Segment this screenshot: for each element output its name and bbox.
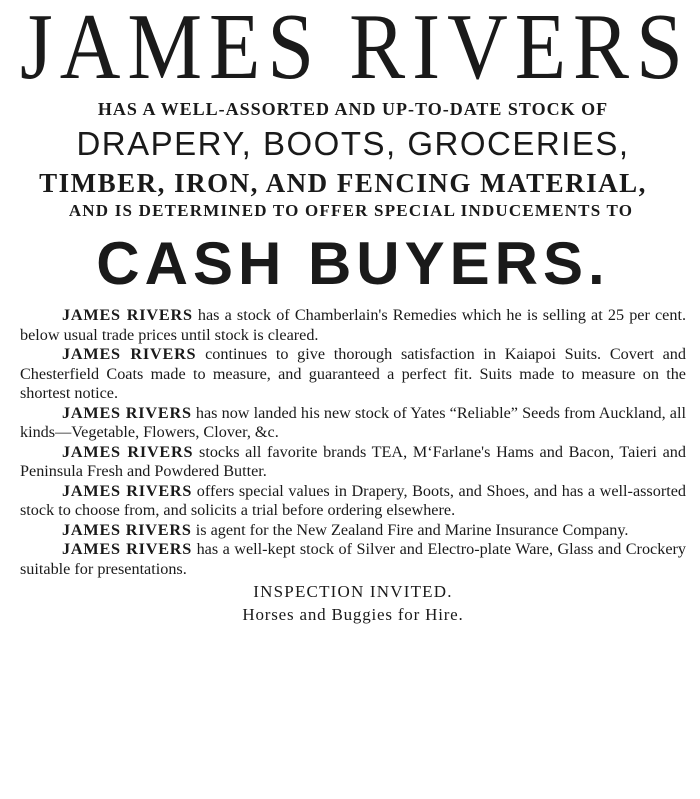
paragraph-lead: JAMES RIVERS — [62, 442, 194, 461]
stock-line: HAS A WELL-ASSORTED AND UP-TO-DATE STOCK OF — [97, 99, 609, 119]
drapery-line: DRAPERY, BOOTS, GROCERIES, — [76, 125, 630, 162]
inspection-invited: INSPECTION INVITED. — [253, 582, 453, 601]
paragraph-lead: JAMES RIVERS — [62, 520, 192, 539]
determined-line: AND IS DETERMINED TO OFFER SPECIAL INDUCEMENTS TO — [68, 201, 634, 220]
paragraph-seeds — [20, 404, 686, 443]
paragraph-text: has a well-kept stock of Silver and Electro-plate Ware, Glass and Crockery suitable for presentations. — [20, 540, 686, 578]
paragraph-lead: JAMES RIVERS — [62, 306, 193, 324]
horses-for-hire: Horses and Buggies for Hire. — [242, 605, 464, 624]
paragraph-silver — [20, 540, 686, 579]
headline-name: JAMES RIVERS — [20, 0, 690, 100]
paragraph-drapery-values — [20, 482, 686, 521]
paragraph-lead: JAMES RIVERS — [62, 403, 192, 422]
timber-line: TIMBER, IRON, AND FENCING MATERIAL, — [39, 168, 647, 198]
paragraph-tea — [20, 443, 686, 482]
paragraph-suits — [20, 345, 686, 404]
paragraph-lead: JAMES RIVERS — [62, 345, 197, 363]
paragraph-text: is agent for the New Zealand Fire and Marine Insurance Company. — [191, 520, 629, 539]
cash-buyers-heading: CASH BUYERS. — [96, 230, 610, 297]
paragraph-text: continues to give thorough satisfaction in Kaiapoi Suits. Covert and Chesterfield Coats made to measure, and guaranteed a perfect fit. Suits made to measure on the shortest notice. — [20, 345, 686, 402]
paragraph-text: stocks all favorite brands TEA, M‘Farlane's Hams and Bacon, Taieri and Peninsula Fresh and Powdered Butter. — [20, 442, 686, 480]
paragraph-text: has now landed his new stock of Yates “Reliable” Seeds from Auckland, all kinds—Vegetable, Flowers, Clover, &c. — [20, 403, 686, 441]
paragraph-insurance — [20, 521, 686, 541]
paragraph-text: has a stock of Chamberlain's Remedies which he is selling at 25 per cent. below usual trade prices until stock is cleared. — [20, 306, 686, 344]
paragraph-remedies — [20, 306, 686, 345]
paragraph-text: offers special values in Drapery, Boots, and Shoes, and has a well-assorted stock to choose from, and solicits a trial before ordering elsewhere. — [20, 481, 686, 519]
paragraph-lead: JAMES RIVERS — [62, 540, 193, 558]
paragraph-lead: JAMES RIVERS — [62, 481, 193, 500]
